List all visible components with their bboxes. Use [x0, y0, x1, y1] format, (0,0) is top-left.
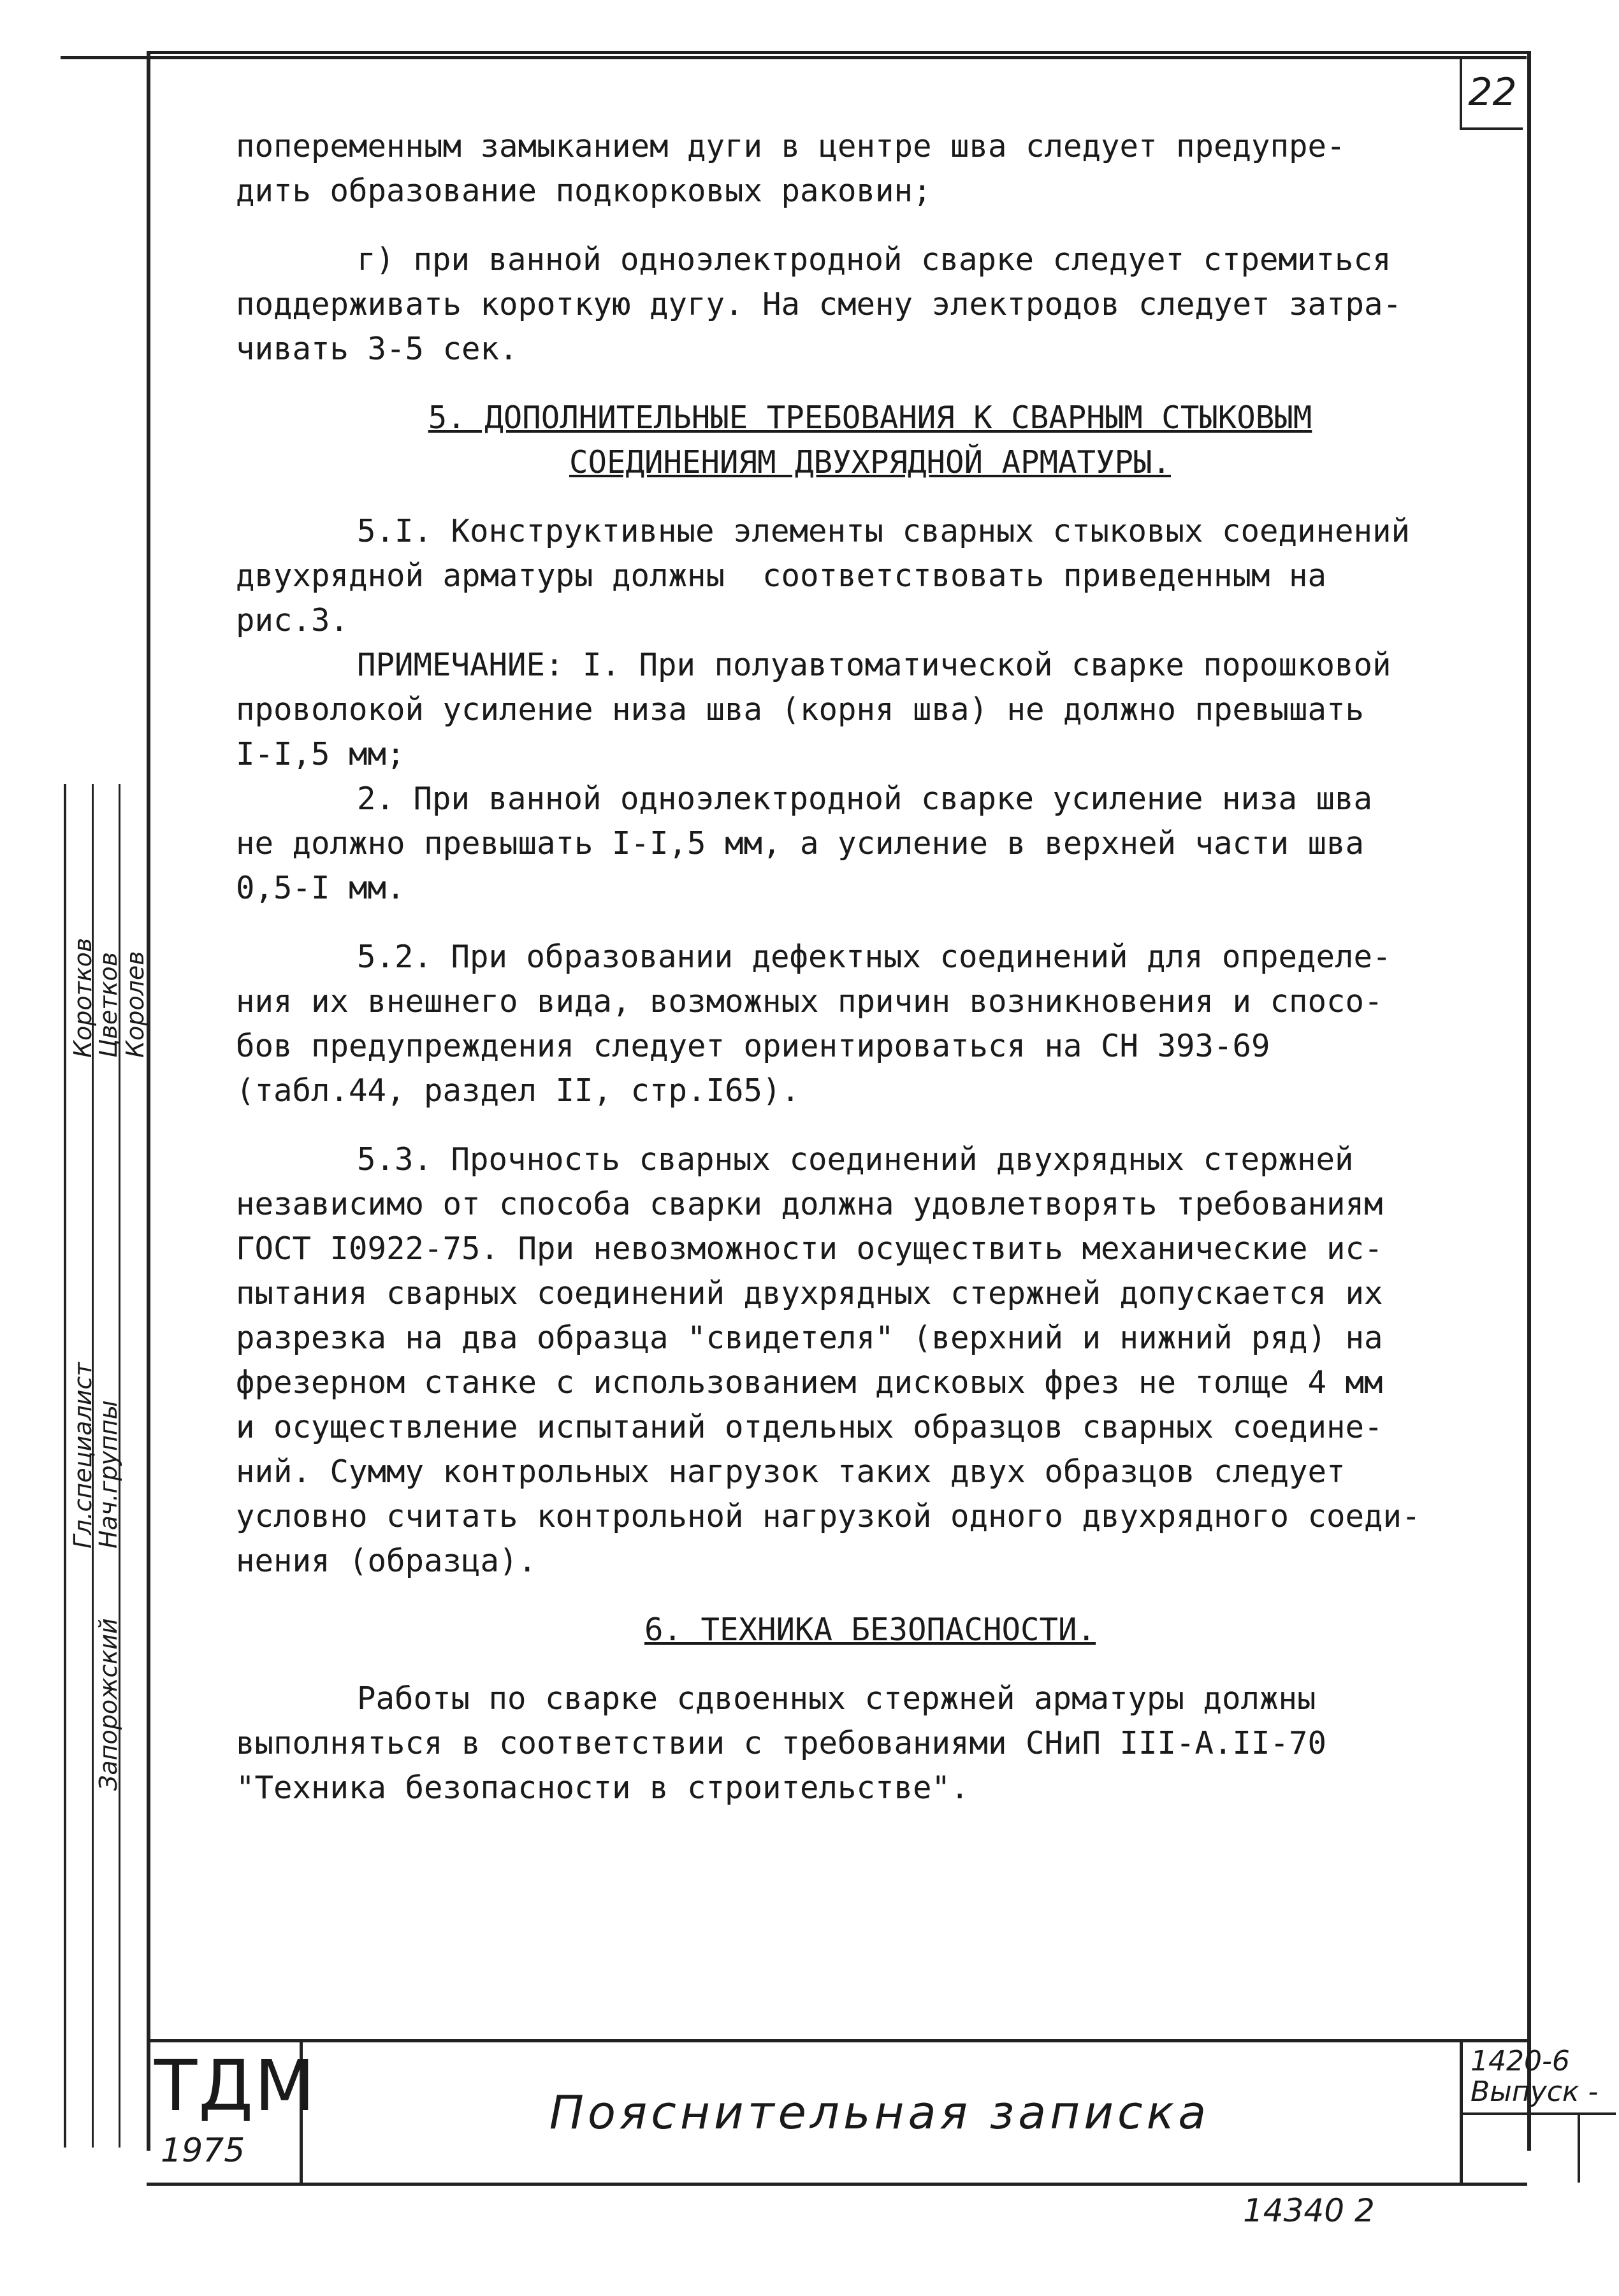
heading-line: 5. ДОПОЛНИТЕЛЬНЫЕ ТРЕБОВАНИЯ К СВАРНЫМ СТЫКОВЫМ — [428, 400, 1312, 436]
text-line: ний. Сумму контрольных нагрузок таких двух образцов следует — [236, 1454, 1346, 1490]
text-line: и осуществление испытаний отдельных образцов сварных соедине- — [236, 1409, 1383, 1445]
text-line: "Техника безопасности в строительстве". — [236, 1770, 969, 1806]
section-heading — [236, 396, 1504, 485]
text-line: чивать 3-5 сек. — [236, 331, 518, 367]
paragraph — [236, 238, 1504, 372]
paragraph-gap — [236, 213, 1504, 238]
stamp-name: Королев — [121, 951, 149, 1058]
paragraph — [236, 935, 1504, 1113]
text-line: пытания сварных соединений двухрядных стержней допускается их — [236, 1275, 1383, 1311]
text-line: г) при ванной одноэлектродной сварке следует стремиться — [357, 242, 1391, 278]
stamp-role: Нач.группы — [94, 1400, 122, 1549]
text-line: 5.2. При образовании дефектных соединений для определе- — [357, 939, 1391, 975]
text-line: фрезерном станке с использованием дисковых фрез не толще 4 мм — [236, 1364, 1383, 1401]
heading-line: 6. ТЕХНИКА БЕЗОПАСНОСТИ. — [644, 1612, 1096, 1648]
text-line: нения (образца). — [236, 1543, 537, 1579]
title-block-divider — [1578, 2112, 1580, 2183]
paragraph-gap — [236, 1584, 1504, 1608]
paragraph-gap — [236, 372, 1504, 396]
text-line: 5.I. Конструктивные элементы сварных стыковых соединений — [357, 513, 1411, 549]
logo-year: 1975 — [161, 2132, 245, 2170]
document-code: 1420-6 — [1470, 2045, 1570, 2077]
paragraph-gap — [236, 911, 1504, 935]
paragraph — [236, 1677, 1504, 1810]
title-block — [147, 2039, 1599, 2186]
text-line: ния их внешнего вида, возможных причин возникновения и спосо- — [236, 983, 1383, 1020]
section-heading — [236, 1608, 1504, 1652]
document-issue: Выпуск - — [1470, 2076, 1599, 2108]
text-line: попеременным замыканием дуги в центре шва следует предупре- — [236, 128, 1346, 164]
paragraph — [236, 1137, 1504, 1584]
stamp-role: Гл.специалист — [69, 1362, 97, 1549]
text-line: дить образование подкорковых раковин; — [236, 173, 932, 209]
side-signature-stamp — [64, 784, 149, 2148]
paragraph-gap — [236, 485, 1504, 509]
text-line: Работы по сварке сдвоенных стержней арматуры должны — [357, 1680, 1316, 1717]
title-block-divider — [1463, 2112, 1616, 2115]
text-line: не должно превышать I-I,5 мм, а усиление в верхней части шва — [236, 825, 1365, 862]
text-line: выполняться в соответствии с требованиями СНиП III-А.II-70 — [236, 1725, 1327, 1761]
heading-line: СОЕДИНЕНИЯМ ДВУХРЯДНОЙ АРМАТУРЫ. — [569, 444, 1171, 480]
text-line: 2. При ванной одноэлектродной сварке усиление низа шва — [357, 781, 1373, 817]
paragraph-gap — [236, 1113, 1504, 1137]
paragraph — [236, 643, 1504, 777]
paragraph — [236, 777, 1504, 911]
archive-number: 14340 2 — [1243, 2192, 1375, 2229]
paragraph-gap — [236, 1652, 1504, 1677]
title-block-logo-cell — [147, 2042, 317, 2183]
text-line: ГОСТ I0922-75. При невозможности осуществить механические ис- — [236, 1231, 1383, 1267]
text-line: проволокой усиление низа шва (корня шва) не должно превышать — [236, 691, 1365, 728]
stamp-name: Коротков — [69, 937, 97, 1058]
text-line: 5.3. Прочность сварных соединений двухрядных стержней — [357, 1141, 1354, 1178]
text-line: двухрядной арматуры должны соответствовать приведенным на — [236, 558, 1327, 594]
text-line: разрезка на два образца "свидетеля" (верхний и нижний ряд) на — [236, 1320, 1383, 1356]
paragraph — [236, 509, 1504, 643]
text-line: условно считать контрольной нагрузкой одного двухрядного соеди- — [236, 1498, 1421, 1534]
document-body — [236, 124, 1504, 1810]
text-line: бов предупреждения следует ориентироваться на СН 393-69 — [236, 1028, 1270, 1064]
text-line: независимо от способа сварки должна удовлетворять требованиям — [236, 1186, 1383, 1222]
stamp-name: Цветков — [94, 951, 122, 1058]
text-line: поддерживать короткую дугу. На смену электродов следует затра- — [236, 286, 1402, 322]
text-line: I-I,5 мм; — [236, 736, 405, 772]
text-line: ПРИМЕЧАНИЕ: I. При полуавтоматической сварке порошковой — [357, 647, 1391, 683]
organization-logo: ТДМ — [154, 2045, 317, 2126]
text-line: рис.3. — [236, 602, 349, 639]
stamp-name: Запорожский — [94, 1618, 122, 1791]
page-number: 22 — [1460, 57, 1523, 130]
title-block-code-cell — [1460, 2042, 1616, 2183]
text-line: (табл.44, раздел II, стр.I65). — [236, 1072, 801, 1109]
paragraph — [236, 124, 1504, 213]
document-title: Пояснительная записка — [549, 2086, 1210, 2139]
text-line: 0,5-I мм. — [236, 870, 405, 906]
